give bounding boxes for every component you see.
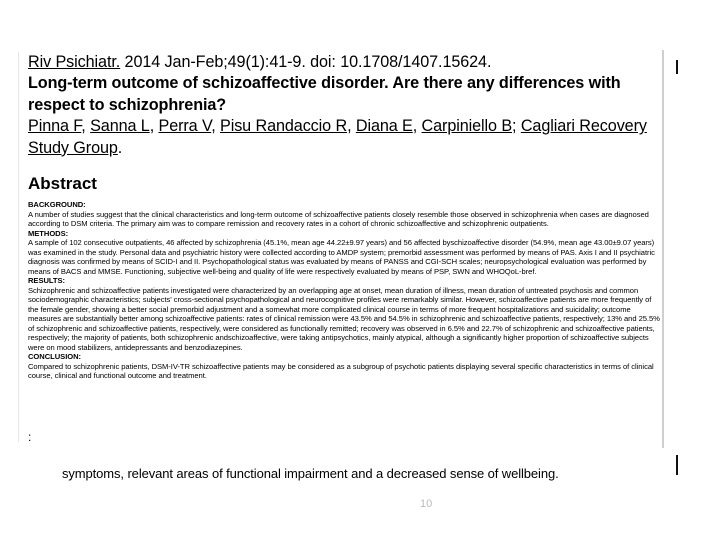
citation-block: Riv Psichiatr. 2014 Jan-Feb;49(1):41-9. doi: 10.1708/1407.15624. Long-term outcome of schizoaffective disorder. Are there any differences with respect to schizophrenia? Pinna F, Sanna L, Perra V, Pisu Randaccio R, Diana E, Carpiniello B; Cagliari Recovery Study Group. [28, 53, 647, 157]
author-link[interactable]: Diana E [355, 117, 413, 136]
section-text: A number of studies suggest that the clinical characteristics and long-term outcome of schizoaffective patients closely resemble those observed in schizophrenia when cases are diagnosed according to DSM criteria. The primary aim was to compare remission and recovery rates in a cohort of chronic schizoaffective and schizophrenic outpatients. [28, 209, 649, 228]
author-link[interactable]: Cagliari Recovery Study Group [28, 117, 647, 157]
card-right-border [662, 50, 664, 448]
section-label: METHODS: [28, 228, 69, 238]
section-label: BACKGROUND: [28, 200, 86, 209]
abstract-card [20, 50, 662, 448]
author-link[interactable]: Carpiniello B [421, 117, 513, 136]
author-link[interactable]: Pisu Randaccio R [220, 117, 348, 136]
abstract-section-conclusion [28, 352, 660, 381]
article-title: Long-term outcome of schizoaffective disorder. Are there any differences with respect to schizophrenia? [28, 74, 621, 114]
abstract-heading: Abstract [28, 174, 97, 193]
page-number: 10 [420, 498, 433, 510]
author-link[interactable]: Sanna L [90, 117, 150, 136]
slide-edge-mark [676, 455, 678, 475]
slide-edge-mark [676, 60, 678, 74]
abstract-section-results [28, 276, 660, 352]
section-label: RESULTS: [28, 276, 66, 285]
section-text: Compared to schizophrenic patients, DSM-IV-TR schizoaffective patients may be considered as a subgroup of psychotic patients displaying several specific characteristics in terms of clinical course, clinical and functional outcome and treatment. [28, 361, 654, 380]
colon-mark: : [28, 430, 32, 444]
abstract-section-background [28, 200, 660, 229]
section-label: CONCLUSION: [28, 352, 82, 361]
section-text: Schizophrenic and schizoaffective patients investigated were characterized by an overlapping age at onset, mean duration of illness, mean duration of untreated psychosis and common sociodemographic characteristics; subjects' cross-sectional psychopathological and neurocognitive profiles were remarkably similar. However, schizoaffective patients are more frequently of the female gender, showing a better social premorbid adjustment and a somewhat more complicated clinical course in terms of more frequent hospitalizations and suicidality; outcome measures are substantially better among schizoaffective patients: rates of clinical remission were 43.5% and 54.5% in schizophrenic and schizoaffective patients, respectively; 13% and 25.5% of schizophrenic and schizoaffective patients, respectively, were considered as functionally remitted; recovery was observed in 6.5% and 22.7% of schizophrenic and schizoaffective patients, respectively; the majority of patients, both schizophrenic andschizoaffective, were taking antipsychotics, mainly atypical, although a significantly higher proportion of schizoaffective subjects were on mood stabilizers, antidepressants and benzodiazepines. [28, 285, 660, 352]
abstract-section-methods [28, 229, 660, 277]
author-link[interactable]: Perra V [158, 117, 212, 136]
slide-bottom-text: symptoms, relevant areas of functional impairment and a decreased sense of wellbeing. [62, 466, 559, 481]
citation-details: 2014 Jan-Feb;49(1):41-9. doi: 10.1708/1407.15624. [120, 53, 492, 71]
card-left-edge [18, 52, 19, 442]
section-text: A sample of 102 consecutive outpatients, 46 affected by schizophrenia (45.1%, mean age 44.22±9.97 years) and 56 affected byschizoaffective disorder (54.9%, mean age 43.00±9.07 years) was examined in the study. Personal data and psychiatric history were collected according to AMDP system; premorbid assessment was performed by means of PAS. Axis I and II psychiatric diagnosis was confirmed by means of SCID-I and II. Psychopathological status was evaluated by means of PANSS and CGI-SCH scales; neuropsychological evaluation was performed by means of BACS and MMSE. Functioning, subjective well-being and quality of life were respectively evaluated by means of PSP, SWN and WHOQoL-bref. [28, 238, 655, 276]
journal-link[interactable]: Riv Psichiatr. [28, 53, 121, 71]
author-link[interactable]: Pinna F [28, 117, 82, 136]
abstract-body [28, 200, 660, 381]
